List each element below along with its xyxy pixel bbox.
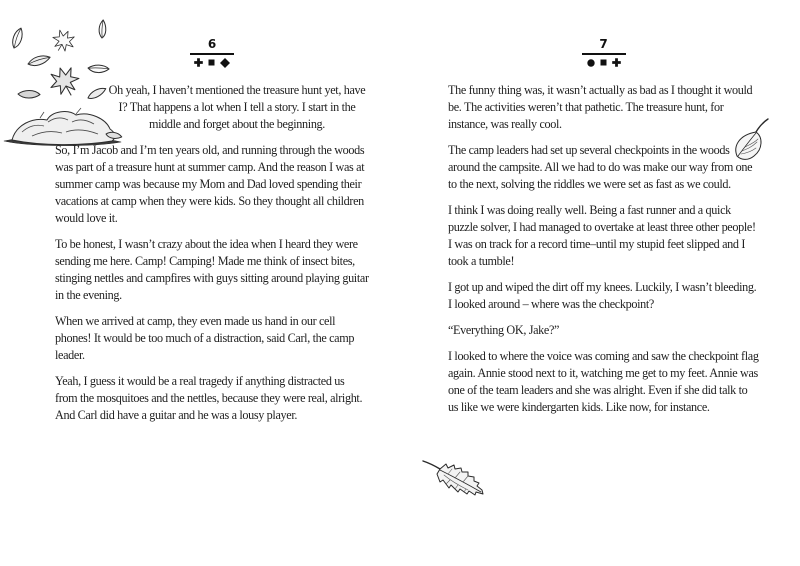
header-rule xyxy=(582,53,626,55)
paragraph: The funny thing was, it wasn’t actually as bad as I thought it would be. The activities weren’t that pathetic. The treasure hunt, for instance, was really cool. xyxy=(448,83,753,131)
paragraph: Yeah, I guess it would be a real tragedy if anything distracted us from the mosquitoes and the nettles, because they were real, alright. And Carl did have a guitar and he was a lousy player. xyxy=(55,374,363,422)
header-ornament xyxy=(582,58,626,67)
header-rule xyxy=(190,53,234,55)
page-right xyxy=(448,0,759,425)
paragraph: The camp leaders had set up several checkpoints in the woods around the campsite. All we had to do was make our way from one to the next, solving the riddles we were set as fast as we could. xyxy=(448,143,753,191)
paragraph: Oh yeah, I haven’t mentioned the treasure hunt yet, have I? That happens a lot when I tell a story. I start in the middle and forget about the beginning. xyxy=(108,83,366,131)
page-body-right xyxy=(448,82,759,416)
page-left xyxy=(55,0,369,433)
paragraph: I looked to where the voice was coming and saw the checkpoint flag again. Annie stood next to it, watching me get to my feet. Annie was one of the team leaders and she was alright. Even if she did talk to us like we were kindergarten kids. Like now, for instance. xyxy=(448,349,759,414)
circle-icon xyxy=(587,59,595,67)
page-header-left xyxy=(190,38,234,67)
paragraph: So, I’m Jacob and I’m ten years old, and running through the woods was part of a treasure hunt at summer camp. And the reason I was at summer camp was because my Mom and Dad loved spending their vacations at camp when they were kids. So they thought all children would love it. xyxy=(55,143,365,225)
square-icon xyxy=(600,59,607,66)
cross-icon xyxy=(194,58,203,67)
page-header-right xyxy=(582,38,626,67)
page-number: 6 xyxy=(207,37,217,51)
page-body-left xyxy=(55,82,369,424)
page-number: 7 xyxy=(599,37,608,51)
paragraph: When we arrived at camp, they even made us hand in our cell phones! It would be too much of a distraction, said Carl, the camp leader. xyxy=(55,314,355,362)
square-icon xyxy=(208,59,215,66)
paragraph: I think I was doing really well. Being a fast runner and a quick puzzle solver, I had managed to overtake at least three other people! I was on track for a record time–until my stupid feet slipped and I took a tumble! xyxy=(448,203,756,268)
paragraph: To be honest, I wasn’t crazy about the idea when I heard they were sending me here. Camp! Camping! Made me think of insect bites, stinging nettles and campfires with guys sitting around playing guitar in the evening. xyxy=(55,237,369,302)
serrated-leaf-illustration xyxy=(422,456,484,504)
diamond-icon xyxy=(220,58,230,68)
paragraph: “Everything OK, Jake?” xyxy=(448,323,560,337)
paragraph: I got up and wiped the dirt off my knees. Luckily, I wasn’t bleeding. I looked around – where was the checkpoint? xyxy=(448,280,757,311)
cross-icon xyxy=(612,58,621,67)
header-ornament xyxy=(190,58,234,67)
